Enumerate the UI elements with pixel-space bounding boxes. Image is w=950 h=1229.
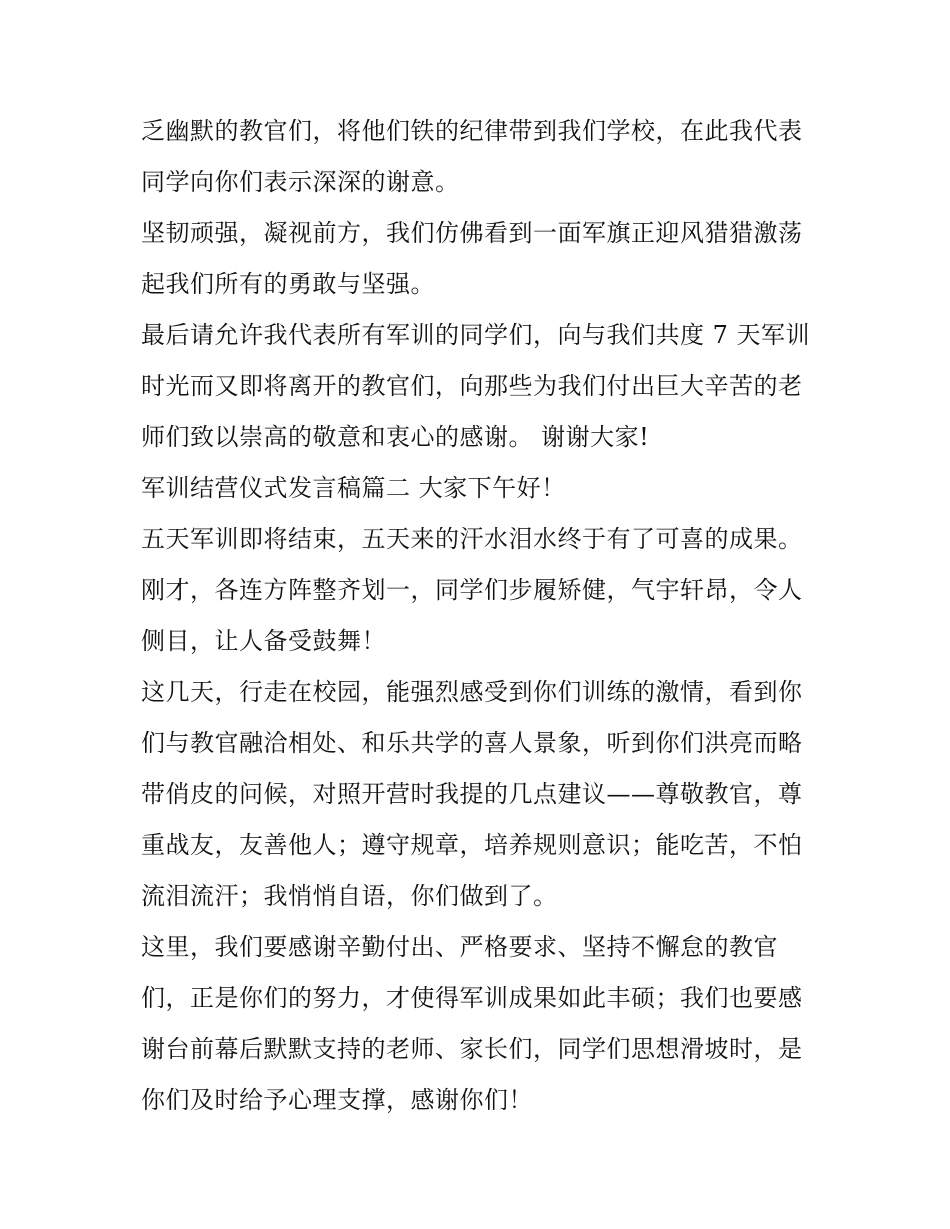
text-line: 带俏皮的问候，对照开营时我提的几点建议——尊敬教官，尊 [141, 780, 803, 808]
text-line: 最后请允许我代表所有军训的同学们，向与我们共度 7 天军训 [141, 321, 811, 349]
text-line: 师们致以崇高的敬意和衷心的感谢。 谢谢大家! [141, 423, 650, 451]
text-line: 这几天，行走在校园，能强烈感受到你们训练的激情，看到你 [141, 678, 803, 706]
text-line: 起我们所有的勇敢与坚强。 [141, 270, 435, 298]
text-line: 侧目，让人备受鼓舞！ [141, 627, 386, 655]
text-line: 你们及时给予心理支撑，感谢你们！ [141, 1086, 533, 1114]
text-line: 刚才，各连方阵整齐划一，同学们步履矫健，气宇轩昂，令人 [141, 576, 803, 604]
text-line: 谢台前幕后默默支持的老师、家长们，同学们思想滑坡时，是 [141, 1035, 803, 1063]
document-body [141, 106, 821, 1126]
text-line: 坚韧顽强，凝视前方，我们仿佛看到一面军旗正迎风猎猎激荡 [141, 219, 803, 247]
text-line: 五天军训即将结束，五天来的汗水泪水终于有了可喜的成果。 [141, 525, 803, 553]
text-line: 们与教官融洽相处、和乐共学的喜人景象，听到你们洪亮而略 [141, 729, 803, 757]
text-line: 同学向你们表示深深的谢意。 [141, 168, 460, 196]
section-heading-line: 军训结营仪式发言稿篇二 大家下午好！ [141, 474, 566, 502]
text-line: 乏幽默的教官们，将他们铁的纪律带到我们学校，在此我代表 [141, 117, 803, 145]
text-line: 时光而又即将离开的教官们，向那些为我们付出巨大辛苦的老 [141, 372, 803, 400]
text-line: 们，正是你们的努力，才使得军训成果如此丰硕；我们也要感 [141, 984, 803, 1012]
text-line: 流泪流汗；我悄悄自语，你们做到了。 [141, 882, 558, 910]
text-line: 这里，我们要感谢辛勤付出、严格要求、坚持不懈怠的教官 [141, 933, 778, 961]
text-line: 重战友，友善他人；遵守规章，培养规则意识；能吃苦，不怕 [141, 831, 803, 859]
